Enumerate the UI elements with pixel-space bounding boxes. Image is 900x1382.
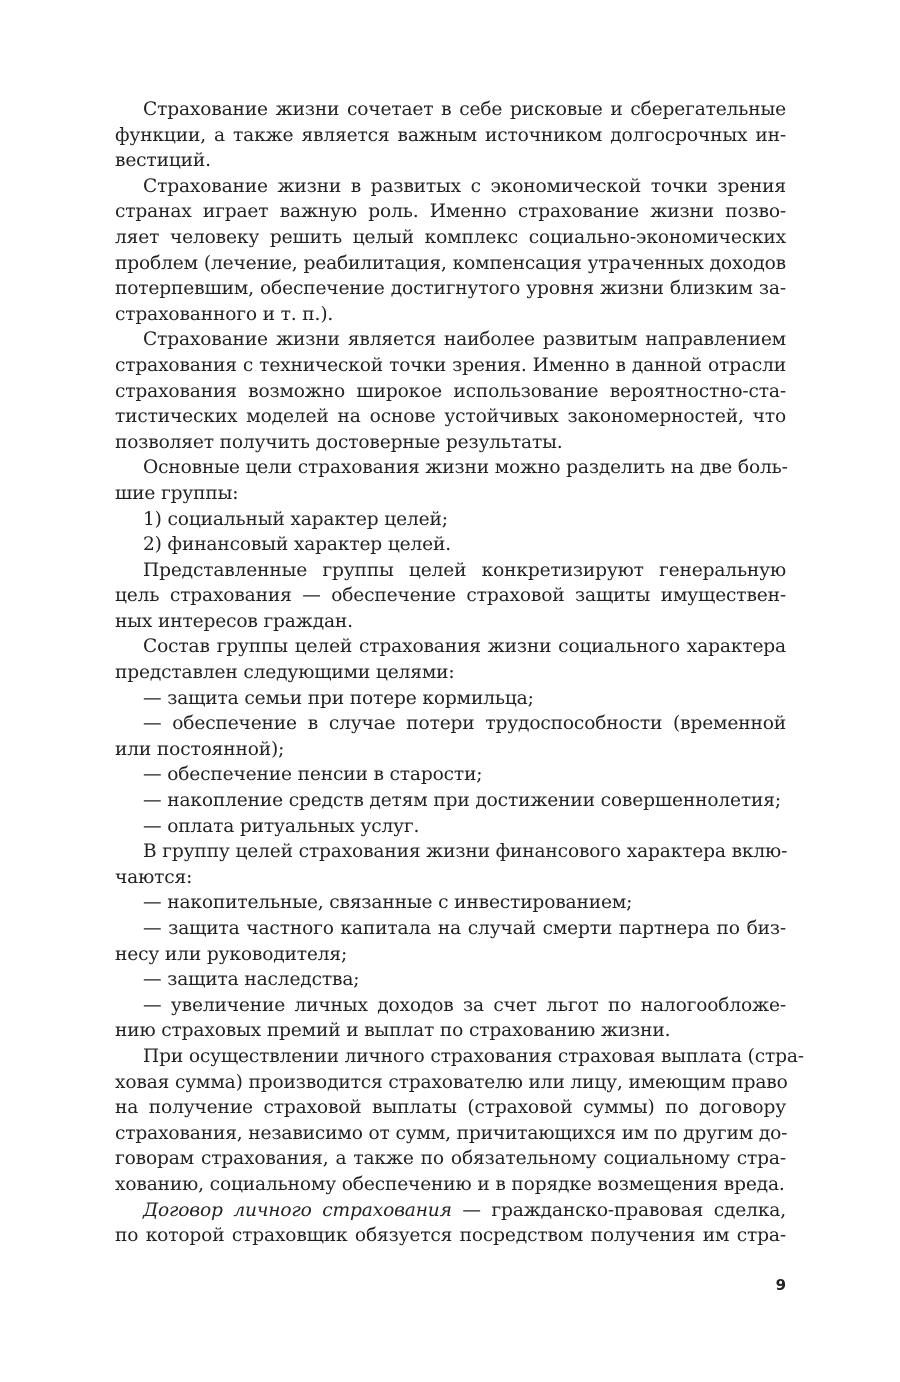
text-line: Страхование жизни сочетает в себе рисковые и сберегательные <box>143 99 786 120</box>
page-number: 9 <box>775 1276 786 1294</box>
text-line: В группу целей страхования жизни финансового характера вклю- <box>143 841 788 863</box>
text-line: потерпевшим, обеспечение достигнутого уровня жизни близким за- <box>115 278 786 300</box>
paragraph <box>115 532 786 558</box>
paragraph <box>115 814 786 840</box>
text-line: тистических моделей на основе устойчивых закономерностей, что <box>115 406 786 428</box>
text-line: позволяет получить достоверные результаты. <box>115 431 563 453</box>
text-line: страхования с технической точки зрения. Именно в данной отрасли <box>115 354 786 376</box>
paragraph <box>115 634 786 685</box>
text-line: — увеличение личных доходов за счет льгот по налогообложе- <box>143 994 786 1016</box>
text-line: ляет человеку решить целый комплекс социально-экономических <box>115 226 786 248</box>
text-line: Страхование жизни в развитых с экономической точки зрения <box>143 175 786 197</box>
text-line: страхования возможно широкое использование вероятностно-ста- <box>115 380 786 402</box>
text-line: — накопление средств детям при достижении совершеннолетия; <box>143 790 781 812</box>
text-line: Представленные группы целей конкретизируют генеральную <box>143 559 786 581</box>
text-line: ховая сумма) производится страхователю или лицу, имеющим право <box>115 1071 788 1093</box>
paragraph <box>115 558 786 635</box>
paragraph <box>115 993 786 1044</box>
text-line: странах играет важную роль. Именно страхование жизни позво- <box>115 201 786 223</box>
text-line: 2) финансовый характер целей. <box>143 534 452 556</box>
definition-text: — гражданско-правовая сделка, <box>451 1199 786 1221</box>
text-line: — оплата ритуальных услуг. <box>143 815 420 837</box>
paragraph <box>115 762 786 788</box>
paragraph <box>115 686 786 712</box>
paragraph <box>115 174 786 328</box>
text-line: страхованного и т. п.). <box>115 303 334 325</box>
text-line: Состав группы целей страхования жизни социального характера <box>143 636 786 658</box>
paragraph <box>115 967 786 993</box>
paragraph <box>115 890 786 916</box>
text-line: чаются: <box>115 866 193 888</box>
text-line: нию страховых премий и выплат по страхованию жизни. <box>115 1020 671 1042</box>
text-line: 1) социальный характер целей; <box>143 508 448 530</box>
text-line: Основные цели страхования жизни можно разделить на две боль- <box>143 457 788 479</box>
paragraph <box>115 327 786 455</box>
text-line: функции, а также является важным источником долгосрочных ин- <box>115 124 786 146</box>
text-line: — защита частного капитала на случай смерти партнера по биз- <box>143 918 786 939</box>
body-text <box>115 97 804 1249</box>
text-line: — обеспечение пенсии в старости; <box>143 764 483 786</box>
paragraph <box>115 455 786 506</box>
text-line: цель страхования — обеспечение страховой защиты имуществен- <box>115 585 786 607</box>
text-line: проблем (лечение, реабилитация, компенсация утраченных доходов <box>115 252 786 274</box>
text-line: — защита семьи при потере кормильца; <box>143 687 534 709</box>
defined-term: Договор личного страхования <box>143 1199 452 1221</box>
text-line: — накопительные, связанные с инвестированием; <box>143 892 633 914</box>
paragraph <box>115 97 786 174</box>
text-line: шие группы: <box>115 482 239 504</box>
text-line: по которой страховщик обязуется посредством получения им стра- <box>115 1225 786 1247</box>
paragraph <box>115 711 786 762</box>
text-line: При осуществлении личного страхования страховая выплата (стра- <box>143 1045 804 1067</box>
paragraph <box>115 916 786 967</box>
text-line: говорам страхования, а также по обязательному социальному стра- <box>115 1148 786 1170</box>
paragraph <box>115 1044 804 1198</box>
text-line <box>115 1198 786 1224</box>
text-line: ных интересов граждан. <box>115 610 353 632</box>
text-line: страхования, независимо от сумм, причитающихся им по другим до- <box>115 1122 788 1144</box>
text-line: Страхование жизни является наиболее развитым направлением <box>143 329 786 351</box>
text-line: представлен следующими целями: <box>115 662 455 684</box>
paragraph <box>115 788 786 814</box>
text-line: — защита наследства; <box>143 969 360 991</box>
text-line: несу или руководителя; <box>115 943 348 965</box>
text-line: хованию, социальному обеспечению и в порядке возмещения вреда. <box>115 1173 785 1195</box>
text-line: вестиций. <box>115 150 211 172</box>
text-line: или постоянной); <box>115 738 285 760</box>
paragraph <box>115 839 786 890</box>
paragraph-definition <box>115 1198 786 1249</box>
paragraph <box>115 507 786 533</box>
text-line: — обеспечение в случае потери трудоспособности (временной <box>143 713 786 735</box>
text-line: на получение страховой выплаты (страховой суммы) по договору <box>115 1097 786 1119</box>
